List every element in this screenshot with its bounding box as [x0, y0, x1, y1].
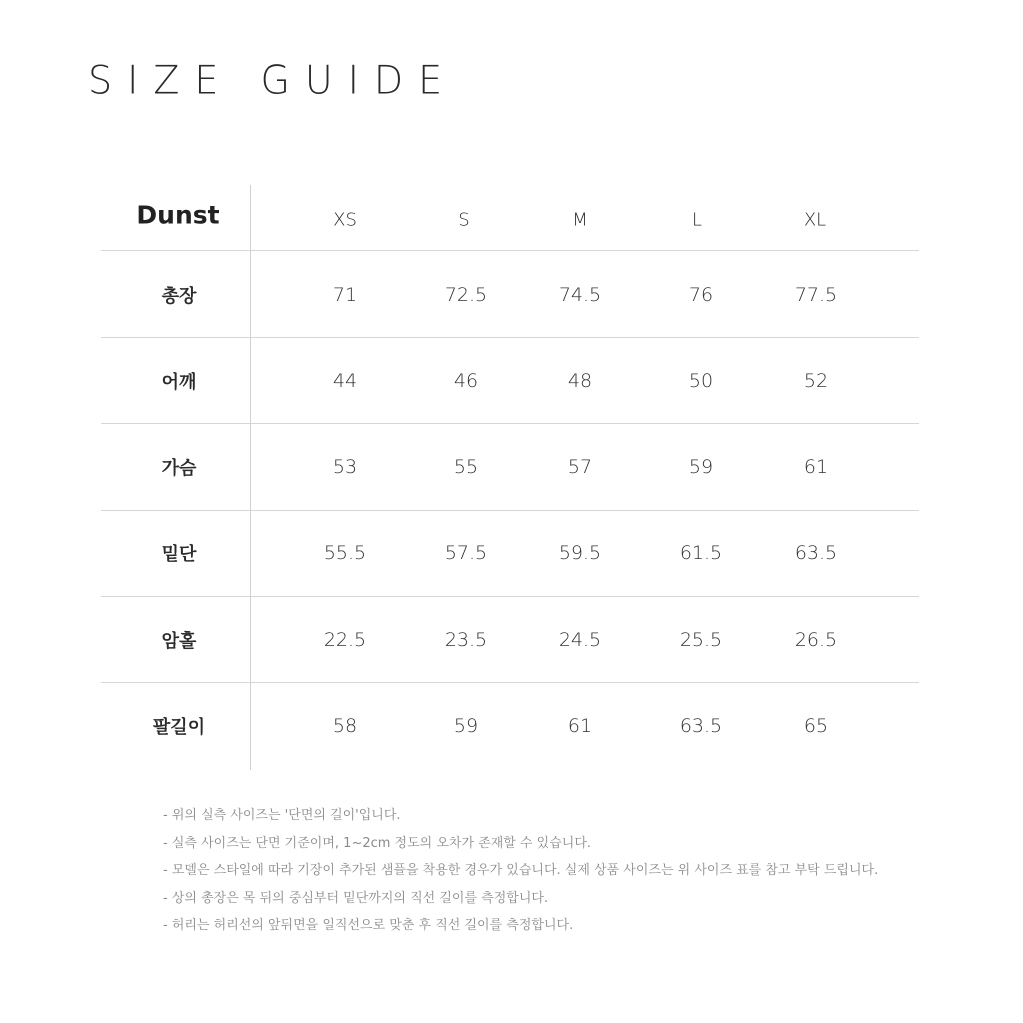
- table-cell: 23.5: [444, 629, 488, 651]
- size-notes: [163, 802, 878, 940]
- note-item: - 허리는 허리선의 앞뒤면을 일직선으로 맞춘 후 직선 길이를 측정합니다.: [163, 918, 574, 933]
- size-header-l: L: [691, 209, 703, 231]
- table-cell: 57.5: [444, 542, 488, 564]
- page-title: SIZE GUIDE: [88, 57, 458, 103]
- table-cell: 53: [332, 456, 358, 478]
- note-item: - 위의 실측 사이즈는 '단면의 길이'입니다.: [163, 808, 401, 823]
- note-item: - 상의 총장은 목 뒤의 중심부터 밑단까지의 직선 길이를 측정합니다.: [163, 890, 549, 906]
- table-cell: 57: [567, 456, 593, 478]
- row-divider: [101, 250, 919, 251]
- table-cell: 52: [803, 370, 829, 392]
- table-cell: 25.5: [679, 629, 723, 651]
- table-cell: 55: [453, 456, 479, 478]
- row-label: 어깨: [161, 372, 197, 393]
- row-label: 팔길이: [152, 717, 206, 738]
- row-divider: [101, 337, 919, 338]
- table-cell: 26.5: [794, 629, 838, 651]
- size-header-xl: XL: [803, 209, 827, 231]
- brand-name: Dunst: [136, 200, 220, 230]
- table-cell: 61: [803, 456, 829, 478]
- row-divider: [101, 682, 919, 683]
- table-cell: 63.5: [794, 542, 838, 564]
- table-cell: 72.5: [444, 284, 488, 306]
- table-cell: 74.5: [558, 284, 602, 306]
- table-cell: 63.5: [679, 715, 723, 737]
- table-cell: 59: [453, 715, 479, 737]
- note-item: - 실측 사이즈는 단면 기준이며, 1~2cm 정도의 오차가 존재할 수 있습니다.: [163, 835, 592, 851]
- table-cell: 61: [567, 715, 593, 737]
- row-label: 밑단: [161, 544, 197, 565]
- size-header-s: S: [458, 209, 470, 231]
- note-item: - 모델은 스타일에 따라 기장이 추가된 샘플을 착용한 경우가 있습니다. 실제 상품 사이즈는 위 사이즈 표를 참고 부탁 드립니다.: [163, 863, 879, 878]
- table-cell: 44: [332, 370, 358, 392]
- table-cell: 65: [803, 715, 829, 737]
- table-cell: 61.5: [679, 542, 723, 564]
- table-cell: 59.5: [558, 542, 602, 564]
- row-divider: [101, 510, 919, 511]
- table-cell: 76: [688, 284, 714, 306]
- row-divider: [101, 423, 919, 424]
- size-header-m: M: [572, 209, 588, 231]
- table-cell: 55.5: [323, 542, 367, 564]
- table-cell: 50: [688, 370, 714, 392]
- row-divider: [101, 596, 919, 597]
- table-cell: 71: [332, 284, 358, 306]
- table-cell: 24.5: [558, 629, 602, 651]
- row-label: 암홀: [161, 631, 197, 652]
- table-cell: 22.5: [323, 629, 367, 651]
- size-header-xs: XS: [333, 209, 357, 231]
- table-cell: 59: [688, 456, 714, 478]
- table-cell: 48: [567, 370, 593, 392]
- table-cell: 58: [332, 715, 358, 737]
- table-cell: 77.5: [794, 284, 838, 306]
- row-label: 총장: [161, 286, 197, 307]
- table-cell: 46: [453, 370, 479, 392]
- row-label: 가슴: [161, 458, 197, 479]
